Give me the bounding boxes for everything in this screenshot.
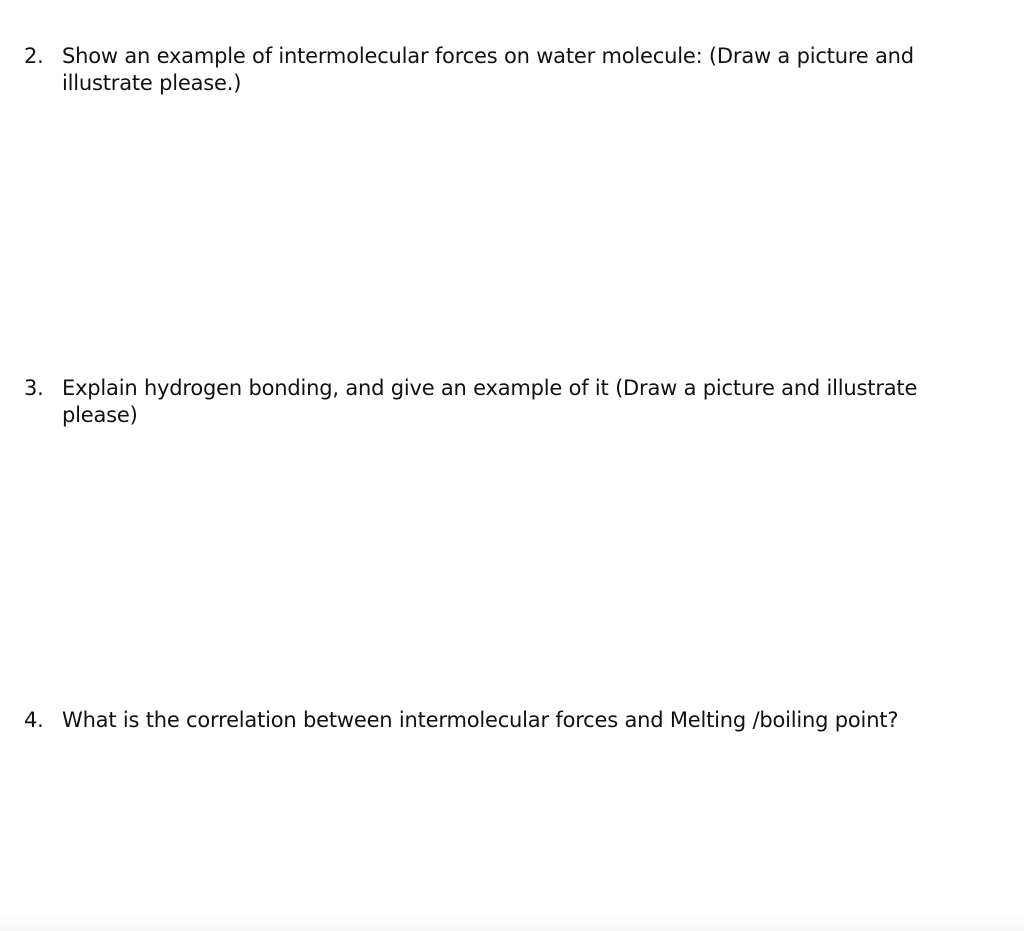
question-number: 2. [24, 44, 44, 68]
question-2 [24, 43, 924, 103]
question-text: What is the correlation between intermolecular forces and Melting /boiling point? [62, 708, 899, 732]
question-number: 4. [24, 708, 44, 732]
question-text: Explain hydrogen bonding, and give an example of it (Draw a picture and illustrate please) [62, 376, 918, 427]
question-4 [24, 707, 924, 737]
question-3 [24, 375, 924, 435]
question-text: Show an example of intermolecular forces on water molecule: (Draw a picture and illustrate please.) [62, 44, 914, 95]
page-bottom-edge [0, 915, 1024, 931]
question-number: 3. [24, 376, 44, 400]
